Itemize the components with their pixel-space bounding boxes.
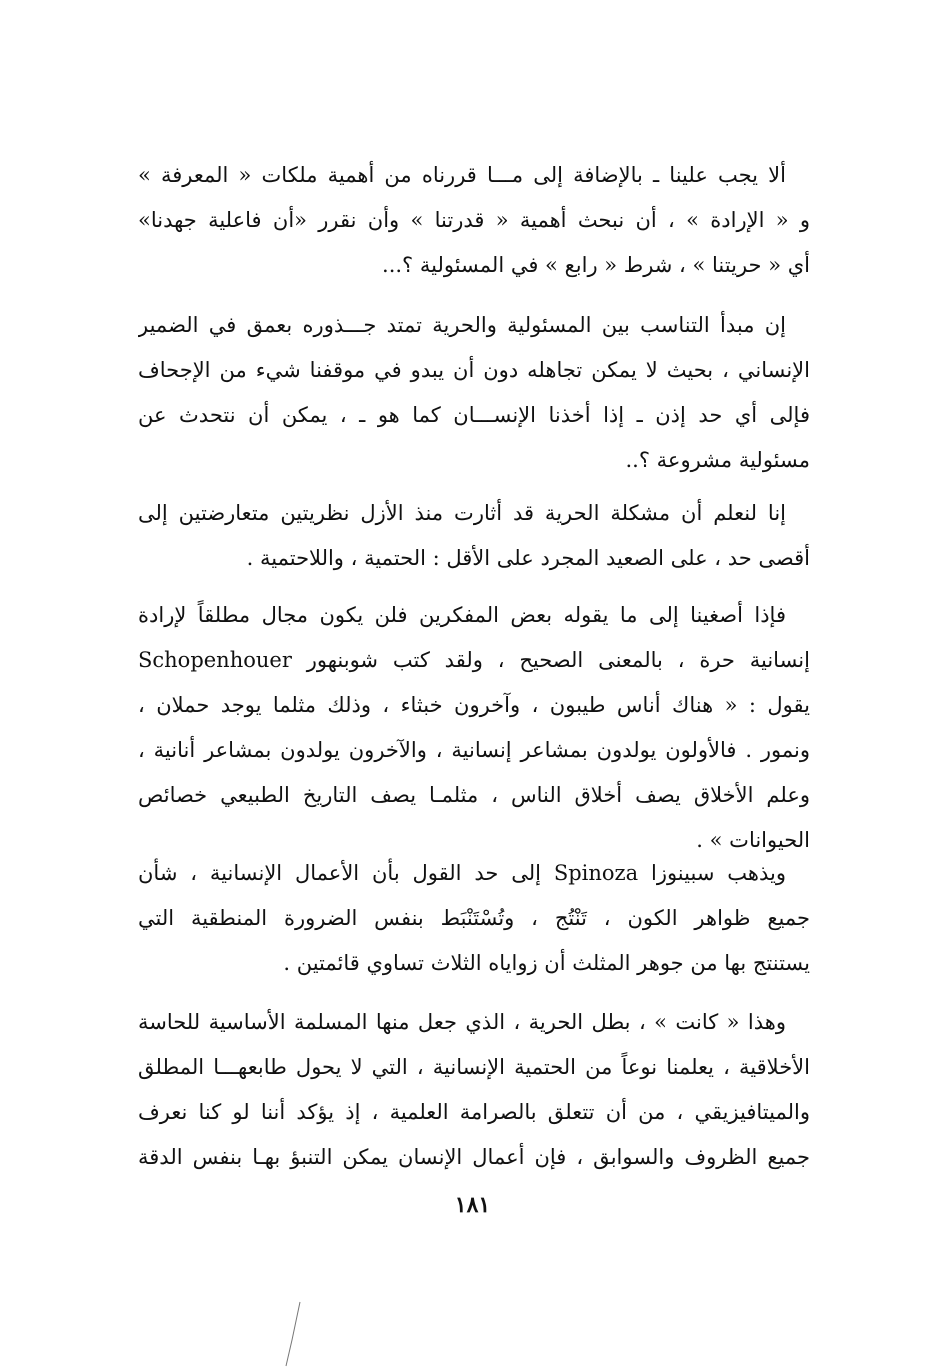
text-line: والميتافيزيقي ، من أن تتعلق بالصرامة العلمية ، إذ يؤكد أننا لو كنا نعرف [138,1100,810,1124]
text-line: الإنساني ، بحيث لا يمكن تجاهله دون أن يبدو في موقفنا شيء من الإجحاف [138,358,810,382]
paragraph-5 [138,851,810,986]
text-line: جميع الظروف والسوابق ، فإن أعمال الإنسان يمكن التنبؤ بهـا بنفس الدقة [138,1145,810,1169]
text-line: وعلم الأخلاق يصف أخلاق الناس ، مثلمـا يصف التاريخ الطبيعي خصائص [138,783,810,807]
text-line: وهذا « كانت » ، بطل الحرية ، الذي جعل منها المسلمة الأساسية للحاسة [138,1010,786,1034]
text-line: و « الإرادة » ، أن نبحث أهمية « قدرتنا » وأن نقرر «أن فاعلية جهدنا» [138,208,810,232]
paragraph-2 [138,303,810,483]
text-line: ألا يجب علينا ـ بالإضافة إلى مـــا قررناه من أهمية ملكات « المعرفة » [138,163,786,187]
text-line: أي « حريتنا » ، شرط « رابع » في المسئولية ؟... [382,253,810,277]
paragraph-6 [138,1000,810,1180]
scan-mark [278,1300,308,1368]
text-line: فإلى أي حد إذن ـ إذا أخذنا الإنســـان كما هو ـ ، يمكن أن نتحدث عن [138,403,810,427]
page-number: ١٨١ [454,1192,491,1218]
text-line: إنسانية حرة ، بالمعنى الصحيح ، ولقد كتب شوبنهور Schopenhouer [138,648,810,672]
paragraph-3 [138,491,810,581]
text-line: مسئولية مشروعة ؟.. [625,448,810,472]
text-line: إن مبدأ التناسب بين المسئولية والحرية تمتد جـــذوره بعمق في الضمير [138,313,786,337]
paragraph-1 [138,153,810,288]
paragraph-4 [138,593,810,863]
text-line: يقول : « هناك أناس طيبون ، وآخرون خبثاء ، وذلك مثلما يوجد حملان ، [138,693,810,717]
text-line: جميع ظواهر الكون ، تَنْتُج ، وتُسْتَنْبَط بنفس الضرورة المنطقية التي [138,906,810,930]
text-line: ونمور . فالأولون يولدون بمشاعر إنسانية ، والآخرون يولدون بمشاعر أنانية ، [138,738,810,762]
text-line: أقصى حد ، على الصعيد المجرد على الأقل : الحتمية ، واللاحتمية . [246,546,810,570]
text-line: فإذا أصغينا إلى ما يقوله بعض المفكرين فلن يكون مجال مطلقاً لإرادة [138,603,786,627]
text-line: الحيوانات » . [696,828,810,852]
text-line: إنا لنعلم أن مشكلة الحرية قد أثارت منذ الأزل نظريتين متعارضتين إلى [138,501,786,525]
text-line: يستنتج بها من جوهر المثلث أن زواياه الثلاث تساوي قائمتين . [283,951,810,975]
text-line: الأخلاقية ، يعلمنا نوعاً من الحتمية الإنسانية ، التي لا يحول طابعهـــا المطلق [138,1055,810,1079]
text-line: ويذهب سبينوزا Spinoza إلى حد القول بأن الأعمال الإنسانية ، شأن [138,861,786,885]
